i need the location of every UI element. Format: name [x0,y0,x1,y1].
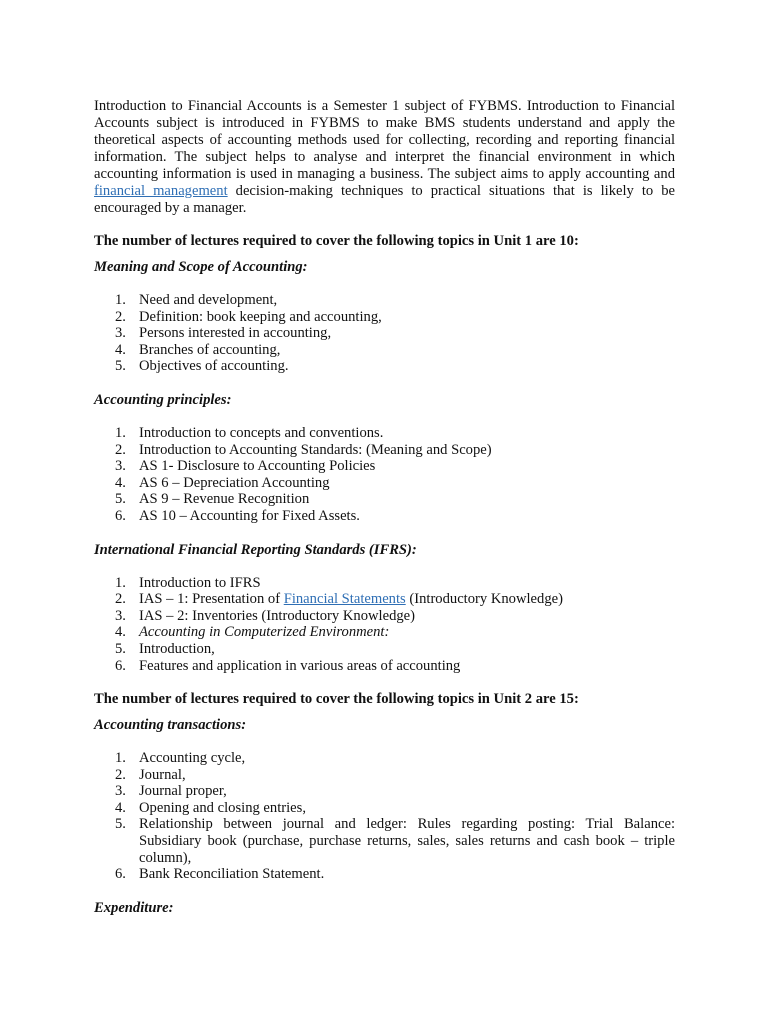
list-item: 4. Branches of accounting, [115,341,281,358]
unit1-heading: The number of lectures required to cover the following topics in Unit 1 are 10: [94,233,579,249]
list-item: 1. Accounting cycle, [115,750,246,767]
list-item: 5. AS 9 – Revenue Recognition [115,491,310,508]
list-item: 4. AS 6 – Depreciation Accounting [115,474,330,491]
intro-paragraph [94,98,675,217]
list-item: 4. Opening and closing entries, [115,799,306,816]
intro-text-part2: decision-making techniques to practical situations that is likely to be encouraged by a manager. [94,183,675,216]
financial-management-link[interactable]: financial management [94,183,228,199]
list-item: 3. IAS – 2: Inventories (Introductory Knowledge) [115,607,415,624]
list-accounting-principles [94,425,675,525]
list-item: 5. Objectives of accounting. [115,358,289,375]
list-item: 2. Introduction to Accounting Standards: (Meaning and Scope) [115,441,492,458]
document-page [94,98,675,917]
list-item: 1. Need and development, [115,292,278,308]
list-meaning-scope [94,292,675,375]
list-accounting-transactions [94,750,675,883]
section-heading-accounting-principles: Accounting principles: [94,391,232,408]
list-item: 3. Persons interested in accounting, [115,325,332,342]
financial-statements-link[interactable]: Financial Statements [283,591,406,608]
section-heading-accounting-transactions: Accounting transactions: [94,717,247,734]
section-heading-expenditure: Expenditure: [94,899,174,916]
list-item: 3. AS 1- Disclosure to Accounting Policies [115,458,376,475]
list-item: 5. Introduction, [115,640,215,657]
unit2-heading: The number of lectures required to cover the following topics in Unit 2 are 15: [94,691,579,708]
list-item: 4. Accounting in Computerized Environment: [115,624,390,641]
list-item: 1. Introduction to IFRS [115,574,261,591]
list-item: 6. AS 10 – Accounting for Fixed Assets. [115,507,360,524]
list-item: 5. Relationship between journal and ledger: Rules regarding posting: Trial Balance: Subsidiary book (purchase, purchase returns, sales, sales returns and cash book – triple column), [115,816,675,866]
section-heading-ifrs: International Financial Reporting Standards (IFRS): [94,541,417,558]
intro-text-part1: Introduction to Financial Accounts is a Semester 1 subject of FYBMS. Introduction to Financial Accounts subject is introduced in FYBMS to make BMS students understand and apply the theoretical aspects of accounting methods used for collecting, recording and reporting financial information. The subject helps to analyse and interpret the financial environment in which accounting information is used in managing a business. The subject aims to apply accounting and [94,98,675,182]
list-item: 2. Definition: book keeping and accounting, [115,308,382,325]
section-heading-meaning-scope: Meaning and Scope of Accounting: [94,259,308,275]
list-item: 6. Features and application in various areas of accounting [115,657,461,674]
list-item: 2. Journal, [115,766,186,783]
list-item: 6. Bank Reconciliation Statement. [115,866,325,883]
list-item: 1. Introduction to concepts and conventions. [115,424,384,441]
list-item: 2. IAS – 1: Presentation of Financial Statements (Introductory Knowledge) [115,591,563,608]
list-ifrs [94,575,675,675]
list-item: 3. Journal proper, [115,783,227,800]
